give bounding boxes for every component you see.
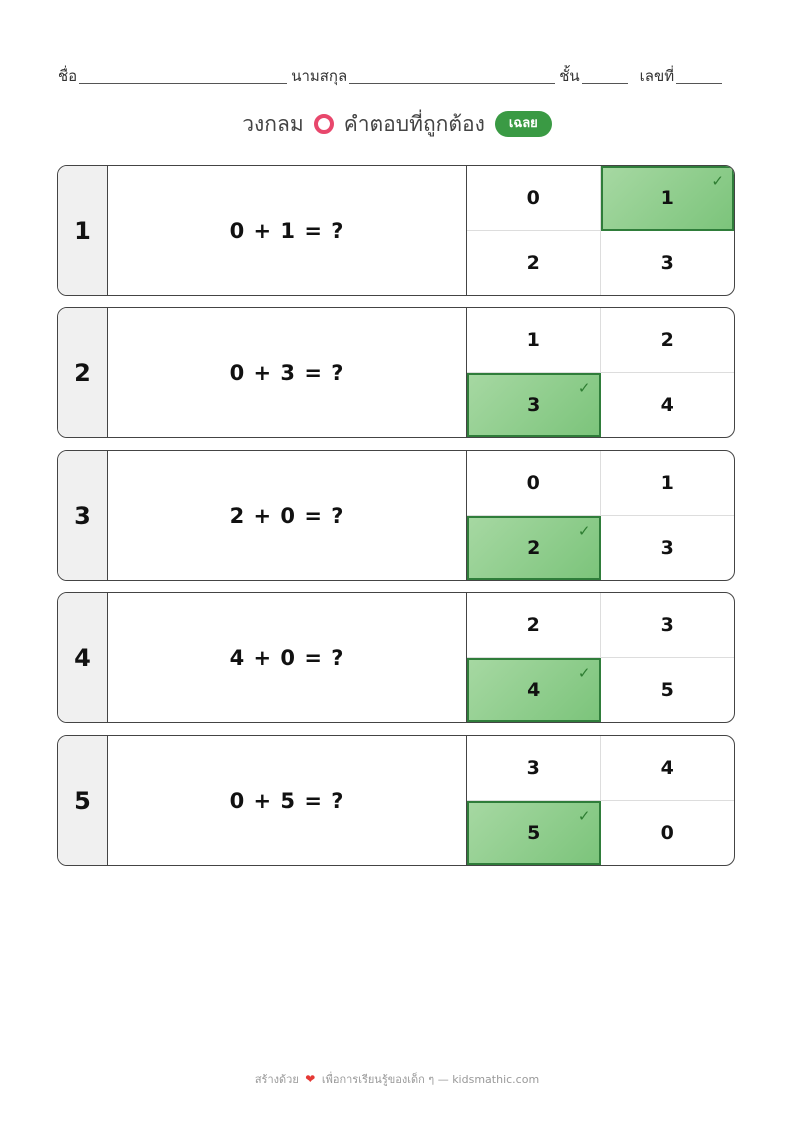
question-equation: 0 + 5 = ? <box>108 736 467 865</box>
heart-icon: ❤ <box>305 1072 316 1086</box>
instruction-text-after: คำตอบที่ถูกต้อง <box>343 111 485 136</box>
answer-option[interactable] <box>467 736 601 801</box>
footer <box>0 1070 794 1088</box>
answer-option-label: 3 <box>660 613 674 636</box>
answer-option-label: 2 <box>526 251 540 274</box>
answer-option[interactable] <box>601 658 735 723</box>
question-equation: 0 + 3 = ? <box>108 308 467 437</box>
answer-option-label: 3 <box>527 393 541 416</box>
answer-options <box>467 166 734 295</box>
instruction <box>0 108 794 140</box>
answer-option[interactable] <box>601 231 735 296</box>
answer-option[interactable] <box>601 801 735 866</box>
answer-option-correct[interactable] <box>467 516 601 581</box>
answer-option-label: 5 <box>660 678 674 701</box>
answer-option[interactable] <box>467 308 601 373</box>
class-field[interactable] <box>582 65 628 84</box>
answer-option-label: 5 <box>527 821 541 844</box>
number-field[interactable] <box>676 65 722 84</box>
question-number: 1 <box>58 166 108 295</box>
question-card <box>57 165 735 296</box>
answer-option-label: 3 <box>660 251 674 274</box>
answer-option[interactable] <box>601 516 735 581</box>
footer-text-before: สร้างด้วย <box>254 1073 299 1086</box>
check-icon: ✓ <box>577 521 591 540</box>
answer-option[interactable] <box>601 593 735 658</box>
name-label: ชื่อ <box>58 67 78 85</box>
class-label: ชั้น <box>559 67 580 85</box>
answer-option-label: 1 <box>660 187 674 210</box>
answer-option-label: 2 <box>660 328 674 351</box>
surname-label: นามสกุล <box>291 67 348 85</box>
check-icon: ✓ <box>577 806 591 825</box>
answer-option-correct[interactable] <box>467 801 601 866</box>
question-card <box>57 592 735 723</box>
answer-option-label: 0 <box>526 186 540 209</box>
answer-option-label: 0 <box>526 471 540 494</box>
question-card <box>57 735 735 866</box>
answer-option-correct[interactable] <box>601 166 735 231</box>
circle-icon <box>314 114 334 134</box>
answer-option-label: 3 <box>526 756 540 779</box>
answer-option-correct[interactable] <box>467 373 601 438</box>
answer-option[interactable] <box>601 451 735 516</box>
answer-option[interactable] <box>467 166 601 231</box>
answer-option-label: 3 <box>660 536 674 559</box>
student-info-line <box>58 64 748 88</box>
answer-option[interactable] <box>601 736 735 801</box>
question-card <box>57 307 735 438</box>
answer-option[interactable] <box>467 231 601 296</box>
surname-field[interactable] <box>349 65 555 84</box>
question-card <box>57 450 735 581</box>
answer-option[interactable] <box>467 451 601 516</box>
question-number: 5 <box>58 736 108 865</box>
answer-option-label: 2 <box>526 613 540 636</box>
number-label: เลขที่ <box>639 67 675 85</box>
answer-option[interactable] <box>467 593 601 658</box>
answer-option-label: 2 <box>527 536 541 559</box>
check-icon: ✓ <box>577 378 591 397</box>
answer-option-correct[interactable] <box>467 658 601 723</box>
question-number: 4 <box>58 593 108 722</box>
question-equation: 4 + 0 = ? <box>108 593 467 722</box>
check-icon: ✓ <box>577 663 591 682</box>
answer-key-badge: เฉลย <box>495 111 552 137</box>
answer-option-label: 4 <box>660 393 674 416</box>
answer-option-label: 4 <box>660 756 674 779</box>
question-number: 3 <box>58 451 108 580</box>
answer-option-label: 0 <box>660 821 674 844</box>
answer-option[interactable] <box>601 373 735 438</box>
check-icon: ✓ <box>711 172 724 190</box>
name-field[interactable] <box>79 65 287 84</box>
answer-option-label: 1 <box>660 471 674 494</box>
question-equation: 2 + 0 = ? <box>108 451 467 580</box>
question-number: 2 <box>58 308 108 437</box>
answer-options <box>467 451 734 580</box>
question-equation: 0 + 1 = ? <box>108 166 467 295</box>
footer-text-after: เพื่อการเรียนรู้ของเด็ก ๆ — kidsmathic.com <box>321 1073 540 1086</box>
instruction-text-before: วงกลม <box>242 111 304 136</box>
answer-option-label: 1 <box>526 328 540 351</box>
answer-option[interactable] <box>601 308 735 373</box>
answer-options <box>467 736 734 865</box>
answer-options <box>467 593 734 722</box>
answer-option-label: 4 <box>527 678 541 701</box>
answer-options <box>467 308 734 437</box>
